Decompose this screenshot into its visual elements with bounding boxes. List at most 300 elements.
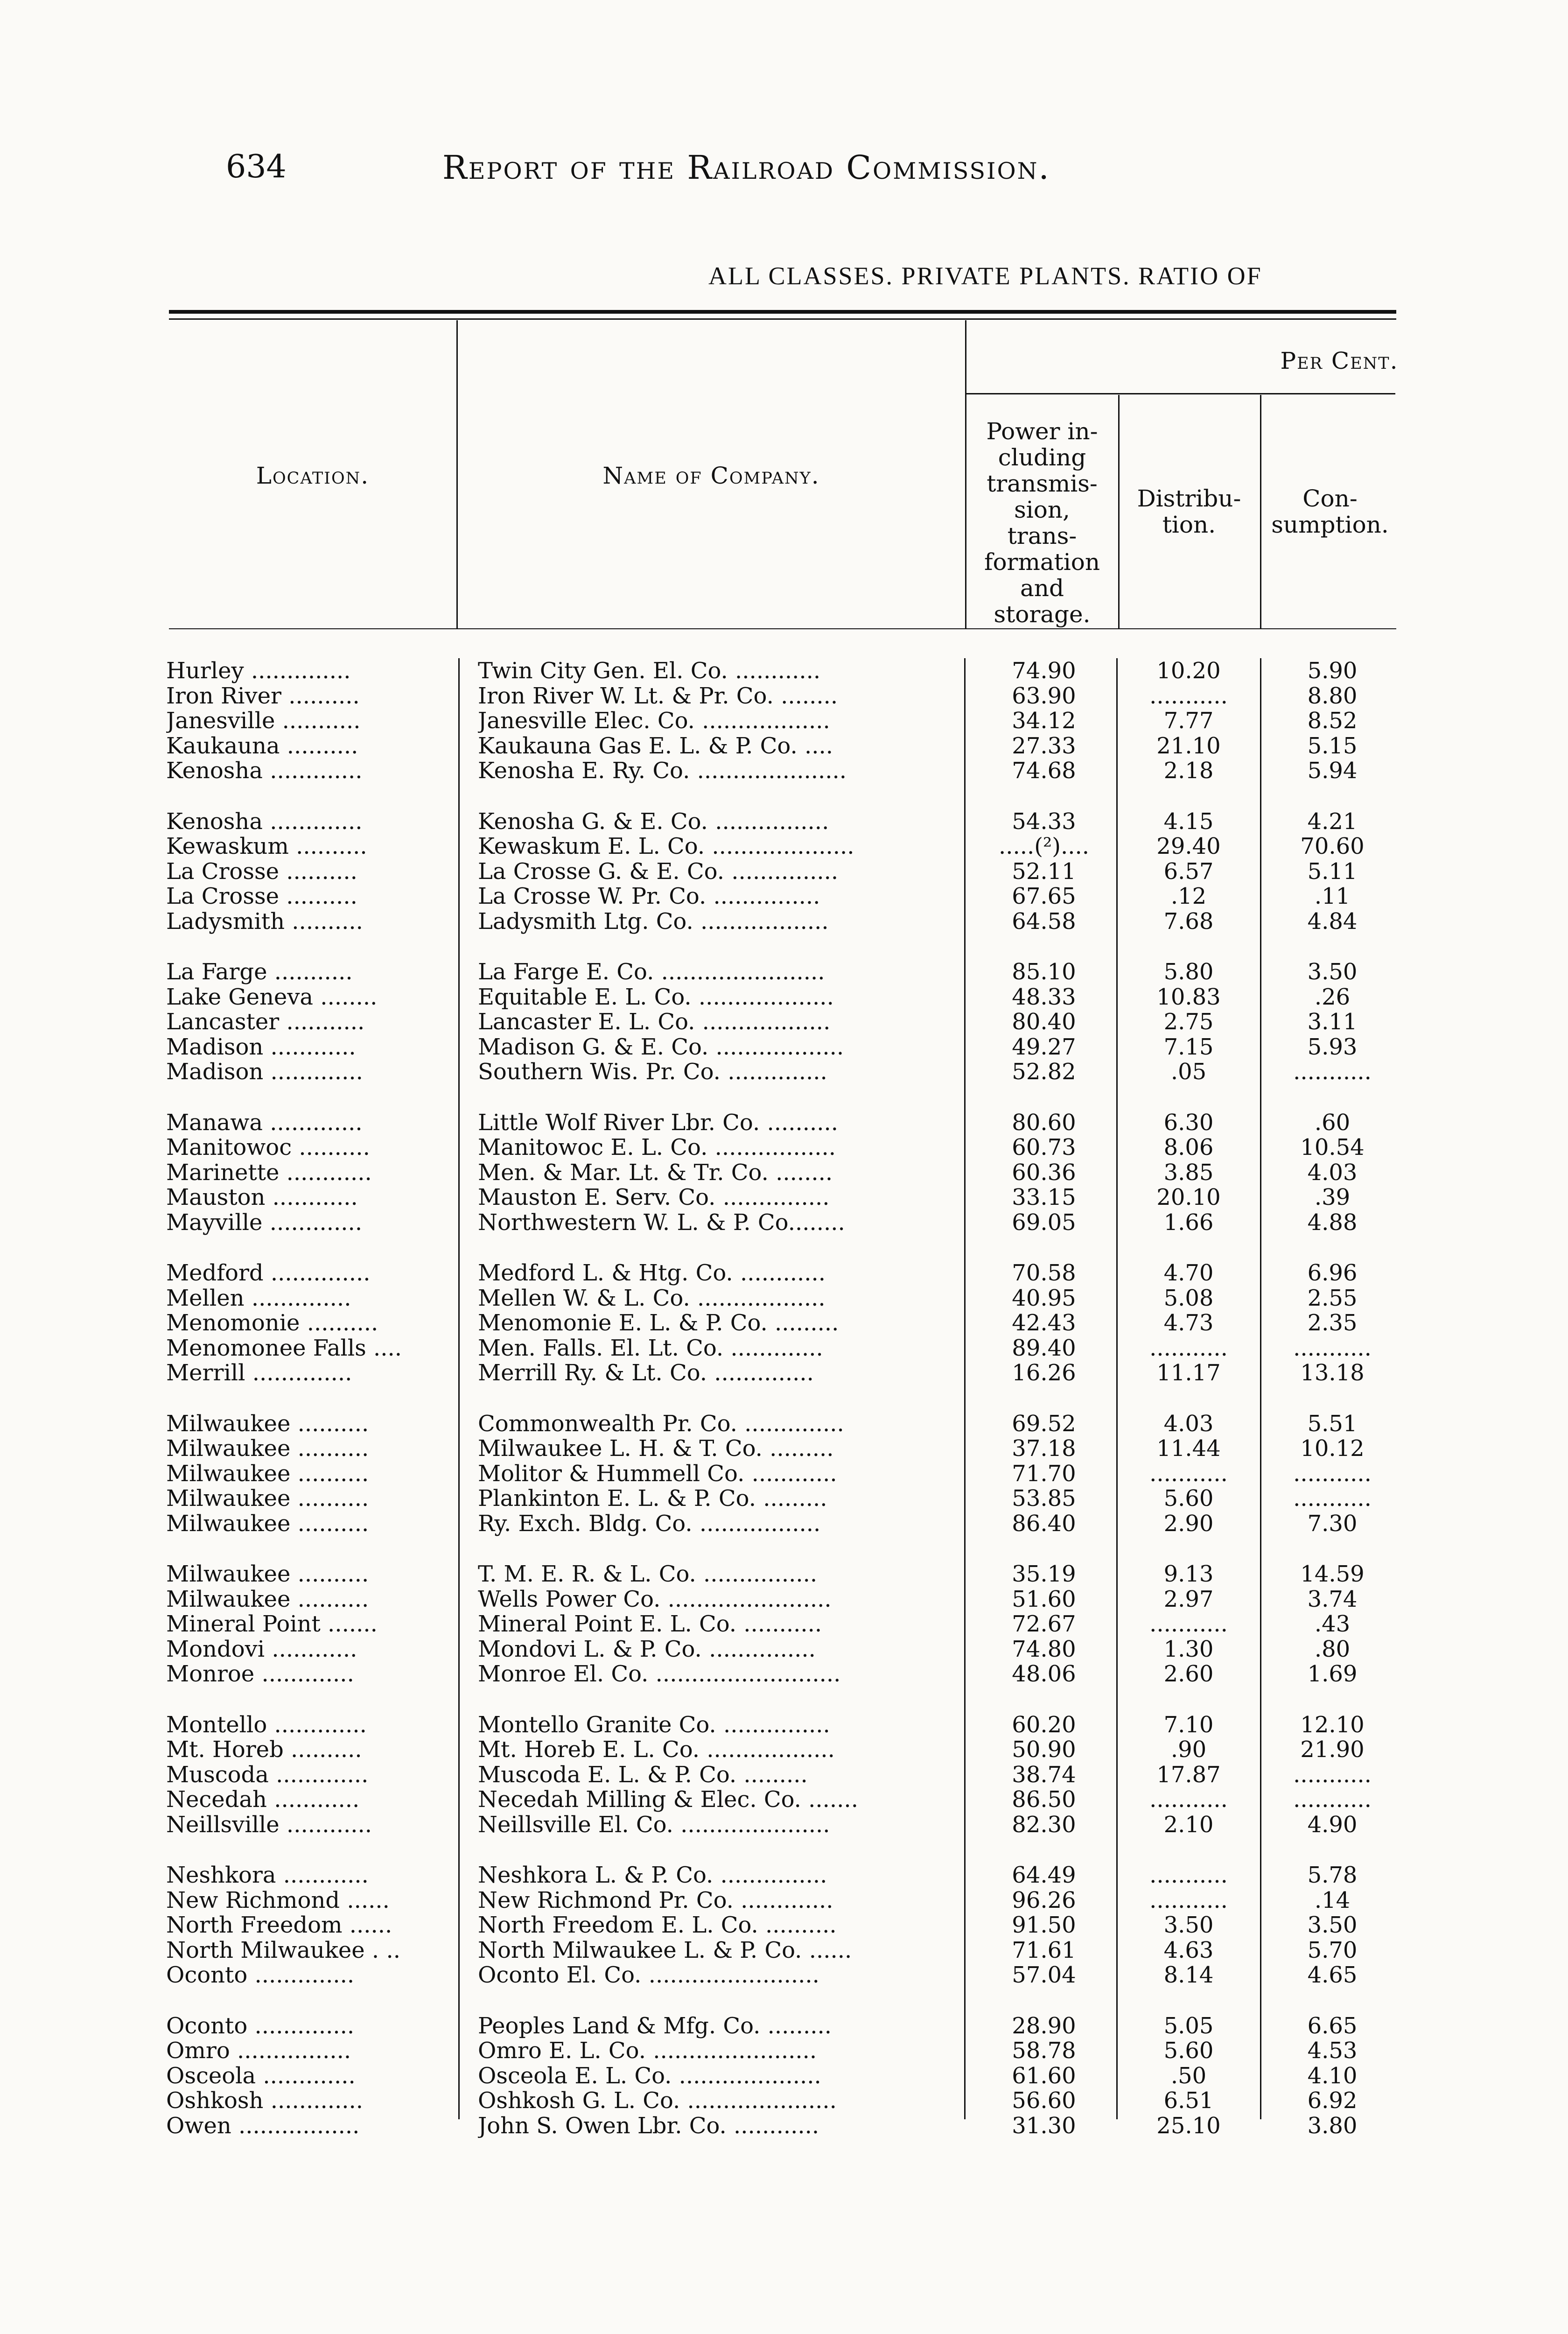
location-cell: Medford .............. [166,1260,371,1286]
power-cell: 80.40 [1012,1009,1076,1034]
power-cell: 71.61 [1012,1937,1076,1963]
company-cell: Kewaskum E. L. Co. .................... [478,834,854,859]
distribution-cell: 7.77 [1163,708,1214,733]
company-cell: Men. & Mar. Lt. & Tr. Co. ........ [478,1160,833,1185]
power-cell: 16.26 [1012,1360,1076,1385]
consumption-cell: 8.52 [1307,708,1358,733]
distribution-cell: 4.15 [1163,808,1214,834]
table-row [0,909,1568,934]
distribution-cell: 10.20 [1156,658,1221,683]
consumption-cell: 12.10 [1300,1712,1365,1737]
distribution-cell: 2.90 [1163,1511,1214,1536]
distribution-cell: 2.10 [1163,1812,1214,1837]
power-header: Power in- cluding transmis- sion, trans- formation and storage. [984,418,1100,628]
location-cell: Mauston ............ [166,1185,358,1210]
distribution-cell: 7.15 [1163,1034,1214,1060]
consumption-cell: 3.80 [1307,2113,1358,2138]
location-cell: Lancaster ........... [166,1009,365,1034]
distribution-cell: 1.30 [1163,1636,1214,1662]
table-row [0,1787,1568,1812]
power-cell: 35.19 [1012,1561,1076,1587]
power-cell: 71.70 [1012,1461,1076,1486]
company-cell: Kenosha E. Ry. Co. ..................... [478,758,847,783]
table-row [0,1310,1568,1336]
consumption-cell: 4.10 [1307,2063,1358,2088]
table-row [0,2038,1568,2063]
company-cell: Neillsville El. Co. ..................... [478,1812,830,1837]
distribution-cell: 4.73 [1163,1310,1214,1336]
consumption-cell: 5.93 [1307,1034,1358,1060]
power-cell: 54.33 [1012,808,1076,834]
distribution-cell: 6.30 [1163,1110,1214,1135]
company-cell: Little Wolf River Lbr. Co. .......... [478,1110,839,1135]
distribution-cell: 9.13 [1163,1561,1214,1587]
table-row [0,1059,1568,1084]
power-cell: 52.11 [1012,858,1076,884]
company-cell: Oconto El. Co. ........................ [478,1962,819,1988]
distribution-cell: 8.14 [1163,1962,1214,1988]
consumption-cell: 7.30 [1307,1511,1358,1536]
distribution-cell: 17.87 [1156,1762,1221,1787]
distribution-cell: .12 [1170,884,1207,909]
table-row [0,959,1568,984]
consumption-cell: 3.50 [1307,959,1358,984]
consumption-cell: 5.11 [1307,858,1358,884]
power-cell: 64.58 [1012,908,1076,934]
company-cell: Medford L. & Htg. Co. ............ [478,1260,826,1286]
distribution-cell: ........... [1149,1461,1228,1486]
table-row [0,1863,1568,1888]
consumption-cell: 10.54 [1300,1135,1365,1160]
table-row [0,1712,1568,1737]
location-cell: Monroe ............. [166,1661,354,1687]
consumption-cell: ........... [1293,1486,1372,1511]
company-cell: Mt. Horeb E. L. Co. .................. [478,1737,835,1762]
location-cell: La Crosse .......... [166,884,357,909]
location-cell: Owen ................. [166,2113,360,2138]
consumption-cell: 10.12 [1300,1436,1365,1461]
power-cell: 82.30 [1012,1812,1076,1837]
power-cell: 49.27 [1012,1034,1076,1060]
power-cell: 89.40 [1012,1335,1076,1361]
power-cell: 64.49 [1012,1863,1076,1888]
location-cell: Milwaukee .......... [166,1511,369,1536]
company-cell: Milwaukee L. H. & T. Co. ......... [478,1436,834,1461]
company-cell: La Crosse G. & E. Co. ............... [478,858,839,884]
table-row [0,1110,1568,1135]
company-cell: Neshkora L. & P. Co. ............... [478,1863,827,1888]
table-row [0,1210,1568,1235]
distribution-cell: 21.10 [1156,733,1221,759]
table-row [0,1185,1568,1210]
distribution-cell: 7.68 [1163,908,1214,934]
consumption-cell: 21.90 [1300,1737,1365,1762]
distribution-cell: 5.60 [1163,2038,1214,2063]
company-cell: T. M. E. R. & L. Co. ................ [478,1561,818,1587]
consumption-cell: 2.35 [1307,1310,1358,1336]
location-cell: Milwaukee .......... [166,1436,369,1461]
company-cell: Osceola E. L. Co. .................... [478,2063,821,2088]
location-cell: Marinette ............ [166,1160,372,1185]
location-cell: Menomonee Falls .... [166,1335,402,1361]
power-cell: 74.68 [1012,758,1076,783]
consumption-cell: 3.50 [1307,1912,1358,1938]
distribution-cell: .05 [1170,1059,1207,1084]
table-row [0,1812,1568,1837]
location-cell: Milwaukee .......... [166,1586,369,1612]
power-cell: 60.73 [1012,1135,1076,1160]
table-row [0,1286,1568,1311]
table-row [0,758,1568,783]
company-cell: Southern Wis. Pr. Co. .............. [478,1059,827,1084]
location-cell: Kenosha ............. [166,808,363,834]
location-cell: Milwaukee .......... [166,1486,369,1511]
company-cell: La Farge E. Co. ....................... [478,959,825,984]
table-row [0,1160,1568,1185]
running-head: Report of the Railroad Commission. [442,148,1050,187]
power-cell: 56.60 [1012,2088,1076,2113]
power-cell: 61.60 [1012,2063,1076,2088]
consumption-cell: 4.21 [1307,808,1358,834]
table-row [0,834,1568,859]
header-bottom-rule [169,628,1396,629]
consumption-cell: 5.94 [1307,758,1358,783]
consumption-cell: ........... [1293,1461,1372,1486]
company-cell: Twin City Gen. El. Co. ............ [478,658,821,683]
table-row [0,1737,1568,1762]
power-cell: 52.82 [1012,1059,1076,1084]
table-row [0,1009,1568,1034]
table-row [0,1034,1568,1060]
distribution-cell: ........... [1149,1863,1228,1888]
power-cell: 60.20 [1012,1712,1076,1737]
location-cell: Kenosha ............. [166,758,363,783]
consumption-header: Con- sumption. [1271,485,1389,538]
location-cell: Menomonie .......... [166,1310,378,1336]
power-cell: 74.90 [1012,658,1076,683]
location-cell: Kaukauna .......... [166,733,358,759]
location-cell: Merrill .............. [166,1360,352,1385]
power-cell: 72.67 [1012,1611,1076,1637]
power-cell: 74.80 [1012,1636,1076,1662]
company-cell: Lancaster E. L. Co. .................. [478,1009,831,1034]
table-row [0,683,1568,709]
table-row [0,1888,1568,1913]
company-cell: Kenosha G. & E. Co. ................ [478,808,829,834]
distribution-cell: ........... [1149,683,1228,709]
distribution-cell: 6.57 [1163,858,1214,884]
power-cell: 48.33 [1012,984,1076,1010]
location-cell: Montello ............. [166,1712,367,1737]
consumption-cell: 3.74 [1307,1586,1358,1612]
consumption-cell: 1.69 [1307,1661,1358,1687]
company-cell: Ry. Exch. Bldg. Co. ................. [478,1511,821,1536]
distribution-cell: ........... [1149,1335,1228,1361]
distribution-cell: 3.85 [1163,1160,1214,1185]
company-cell: New Richmond Pr. Co. ............. [478,1887,833,1913]
company-cell: Monroe El. Co. .......................... [478,1661,841,1687]
consumption-cell: 14.59 [1300,1561,1365,1587]
power-cell: 63.90 [1012,683,1076,709]
table-row [0,1260,1568,1286]
distribution-cell: 7.10 [1163,1712,1214,1737]
consumption-cell: .43 [1314,1611,1351,1637]
location-cell: Manitowoc .......... [166,1135,370,1160]
power-cell: 51.60 [1012,1586,1076,1612]
distribution-cell: 3.50 [1163,1912,1214,1938]
company-cell: Men. Falls. El. Lt. Co. ............. [478,1335,823,1361]
distribution-cell: 5.08 [1163,1285,1214,1311]
location-cell: Neshkora ............ [166,1863,369,1888]
page-number: 634 [226,148,287,185]
consumption-cell: 4.65 [1307,1962,1358,1988]
location-cell: Ladysmith .......... [166,908,363,934]
location-cell: Necedah ............ [166,1787,360,1812]
consumption-cell: 6.65 [1307,2013,1358,2039]
company-cell: Plankinton E. L. & P. Co. ......... [478,1486,827,1511]
company-cell: Montello Granite Co. ............... [478,1712,830,1737]
consumption-cell: .60 [1314,1110,1351,1135]
consumption-cell: 5.78 [1307,1863,1358,1888]
distribution-cell: 2.75 [1163,1009,1214,1034]
location-cell: Mayville ............. [166,1209,363,1235]
power-cell: 86.50 [1012,1787,1076,1812]
table-subtitle: ALL CLASSES. PRIVATE PLANTS. RATIO OF [708,262,1262,290]
distribution-cell: 1.66 [1163,1209,1214,1235]
table-row [0,859,1568,884]
per-cent-header: Per Cent. [1280,347,1399,374]
power-cell: .....(²).... [998,834,1089,859]
per-cent-rule [966,393,1395,394]
distribution-cell: 2.60 [1163,1661,1214,1687]
distribution-cell: 25.10 [1156,2113,1221,2138]
table-row [0,1411,1568,1436]
distribution-cell: 4.63 [1163,1937,1214,1963]
power-cell: 91.50 [1012,1912,1076,1938]
consumption-cell: 5.90 [1307,658,1358,683]
consumption-cell: 13.18 [1300,1360,1365,1385]
company-cell: Menomonie E. L. & P. Co. ......... [478,1310,839,1336]
table-row [0,809,1568,834]
consumption-cell: 8.80 [1307,683,1358,709]
location-cell: New Richmond ...... [166,1887,390,1913]
table-row [0,2088,1568,2113]
power-cell: 67.65 [1012,884,1076,909]
company-cell: Oshkosh G. L. Co. ..................... [478,2088,837,2113]
location-cell: Mellen .............. [166,1285,351,1311]
consumption-cell: 70.60 [1300,834,1365,859]
power-cell: 33.15 [1012,1185,1076,1210]
power-cell: 86.40 [1012,1511,1076,1536]
consumption-cell: .14 [1314,1887,1351,1913]
power-cell: 42.43 [1012,1310,1076,1336]
table-row [0,708,1568,733]
table-row [0,733,1568,759]
location-cell: Milwaukee .......... [166,1461,369,1486]
location-cell: Madison ............. [166,1059,363,1084]
consumption-cell: ........... [1293,1335,1372,1361]
location-cell: Lake Geneva ........ [166,984,378,1010]
location-cell: Hurley .............. [166,658,351,683]
location-cell: Oshkosh ............. [166,2088,364,2113]
location-cell: Omro ................ [166,2038,351,2063]
location-cell: Iron River .......... [166,683,360,709]
company-cell: Mellen W. & L. Co. .................. [478,1285,826,1311]
distribution-cell: 5.80 [1163,959,1214,984]
table-row [0,1486,1568,1511]
consumption-cell: 4.53 [1307,2038,1358,2063]
consumption-cell: 3.11 [1307,1009,1358,1034]
distribution-cell: 29.40 [1156,834,1221,859]
distribution-cell: 10.83 [1156,984,1221,1010]
distribution-cell: 5.60 [1163,1486,1214,1511]
location-cell: Mondovi ............ [166,1636,357,1662]
power-cell: 69.05 [1012,1209,1076,1235]
company-cell: La Crosse W. Pr. Co. ............... [478,884,820,909]
consumption-cell: ........... [1293,1059,1372,1084]
table-row [0,984,1568,1010]
table-row [0,884,1568,909]
distribution-cell: 4.03 [1163,1411,1214,1436]
distribution-cell: 11.17 [1156,1360,1221,1385]
table-row [0,1360,1568,1385]
consumption-cell: .26 [1314,984,1351,1010]
company-cell: Muscoda E. L. & P. Co. ......... [478,1762,808,1787]
consumption-cell: 5.70 [1307,1937,1358,1963]
top-rule-thin [169,318,1396,320]
location-cell: Osceola ............. [166,2063,356,2088]
power-cell: 48.06 [1012,1661,1076,1687]
distribution-header: Distribu- tion. [1137,485,1241,538]
distribution-cell: .90 [1170,1737,1207,1762]
power-cell: 60.36 [1012,1160,1076,1185]
distribution-cell: 8.06 [1163,1135,1214,1160]
table-row [0,1611,1568,1637]
consumption-cell: 6.92 [1307,2088,1358,2113]
table-row [0,1962,1568,1988]
company-cell: Molitor & Hummell Co. ............ [478,1461,837,1486]
consumption-cell: 4.03 [1307,1160,1358,1185]
distribution-cell: 5.05 [1163,2013,1214,2039]
location-cell: La Farge ........... [166,959,353,984]
power-cell: 57.04 [1012,1962,1076,1988]
consumption-cell: 4.88 [1307,1209,1358,1235]
power-cell: 38.74 [1012,1762,1076,1787]
power-cell: 69.52 [1012,1411,1076,1436]
consumption-cell: ........... [1293,1787,1372,1812]
consumption-cell: .11 [1314,884,1351,909]
top-rule-thick [169,310,1396,314]
power-cell: 40.95 [1012,1285,1076,1311]
location-cell: Kewaskum .......... [166,834,367,859]
company-cell: Kaukauna Gas E. L. & P. Co. .... [478,733,833,759]
distribution-cell: 6.51 [1163,2088,1214,2113]
location-cell: Oconto .............. [166,2013,355,2039]
location-cell: North Milwaukee . .. [166,1937,400,1963]
company-cell: Mineral Point E. L. Co. ........... [478,1611,822,1637]
power-cell: 53.85 [1012,1486,1076,1511]
power-cell: 31.30 [1012,2113,1076,2138]
company-cell: Iron River W. Lt. & Pr. Co. ........ [478,683,838,709]
company-cell: Equitable E. L. Co. ................... [478,984,834,1010]
table-row [0,1461,1568,1486]
location-cell: North Freedom ...... [166,1912,392,1938]
location-cell: Milwaukee .......... [166,1561,369,1587]
company-cell: Wells Power Co. ....................... [478,1586,832,1612]
distribution-cell: 11.44 [1156,1436,1221,1461]
table-row [0,1135,1568,1160]
consumption-cell: 4.90 [1307,1812,1358,1837]
distribution-cell: ........... [1149,1611,1228,1637]
table-row [0,1587,1568,1612]
table-row [0,2013,1568,2039]
company-cell: Mondovi L. & P. Co. ............... [478,1636,816,1662]
table-row [0,1436,1568,1461]
company-cell: Ladysmith Ltg. Co. .................. [478,908,829,934]
power-cell: 27.33 [1012,733,1076,759]
power-cell: 28.90 [1012,2013,1076,2039]
company-cell: Omro E. L. Co. ....................... [478,2038,817,2063]
consumption-cell: 2.55 [1307,1285,1358,1311]
consumption-cell: ........... [1293,1762,1372,1787]
table-row [0,1637,1568,1662]
company-cell: North Freedom E. L. Co. .......... [478,1912,837,1938]
company-cell: Commonwealth Pr. Co. .............. [478,1411,844,1436]
table-row [0,1762,1568,1787]
consumption-cell: .80 [1314,1636,1351,1662]
table-row [0,2063,1568,2088]
distribution-cell: ........... [1149,1887,1228,1913]
company-cell: Manitowoc E. L. Co. ................. [478,1135,836,1160]
consumption-cell: 4.84 [1307,908,1358,934]
company-cell: John S. Owen Lbr. Co. ............ [478,2113,819,2138]
company-cell: Peoples Land & Mfg. Co. ......... [478,2013,832,2039]
consumption-cell: .39 [1314,1185,1351,1210]
company-cell: Madison G. & E. Co. .................. [478,1034,844,1060]
consumption-cell: 5.15 [1307,733,1358,759]
power-cell: 34.12 [1012,708,1076,733]
consumption-cell: 5.51 [1307,1411,1358,1436]
company-cell: North Milwaukee L. & P. Co. ...... [478,1937,852,1963]
company-cell: Northwestern W. L. & P. Co........ [478,1209,845,1235]
company-header: Name of Company. [602,462,820,489]
location-cell: Oconto .............. [166,1962,355,1988]
distribution-cell: .50 [1170,2063,1207,2088]
location-cell: Milwaukee .......... [166,1411,369,1436]
location-cell: Muscoda ............. [166,1762,369,1787]
distribution-cell: 20.10 [1156,1185,1221,1210]
company-cell: Mauston E. Serv. Co. ............... [478,1185,830,1210]
power-cell: 58.78 [1012,2038,1076,2063]
location-cell: Madison ............ [166,1034,356,1060]
company-cell: Janesville Elec. Co. .................. [478,708,830,733]
table-row [0,1561,1568,1587]
consumption-cell: 6.96 [1307,1260,1358,1286]
distribution-cell: 2.97 [1163,1586,1214,1612]
table-row [0,1661,1568,1687]
table-row [0,658,1568,683]
table-row [0,1938,1568,1963]
table-row [0,1912,1568,1938]
distribution-cell: 2.18 [1163,758,1214,783]
power-cell: 96.26 [1012,1887,1076,1913]
location-cell: La Crosse .......... [166,858,357,884]
table-row [0,2113,1568,2138]
location-cell: Mt. Horeb .......... [166,1737,362,1762]
location-cell: Janesville ........... [166,708,361,733]
location-header: Location. [256,462,370,489]
location-cell: Mineral Point ....... [166,1611,378,1637]
